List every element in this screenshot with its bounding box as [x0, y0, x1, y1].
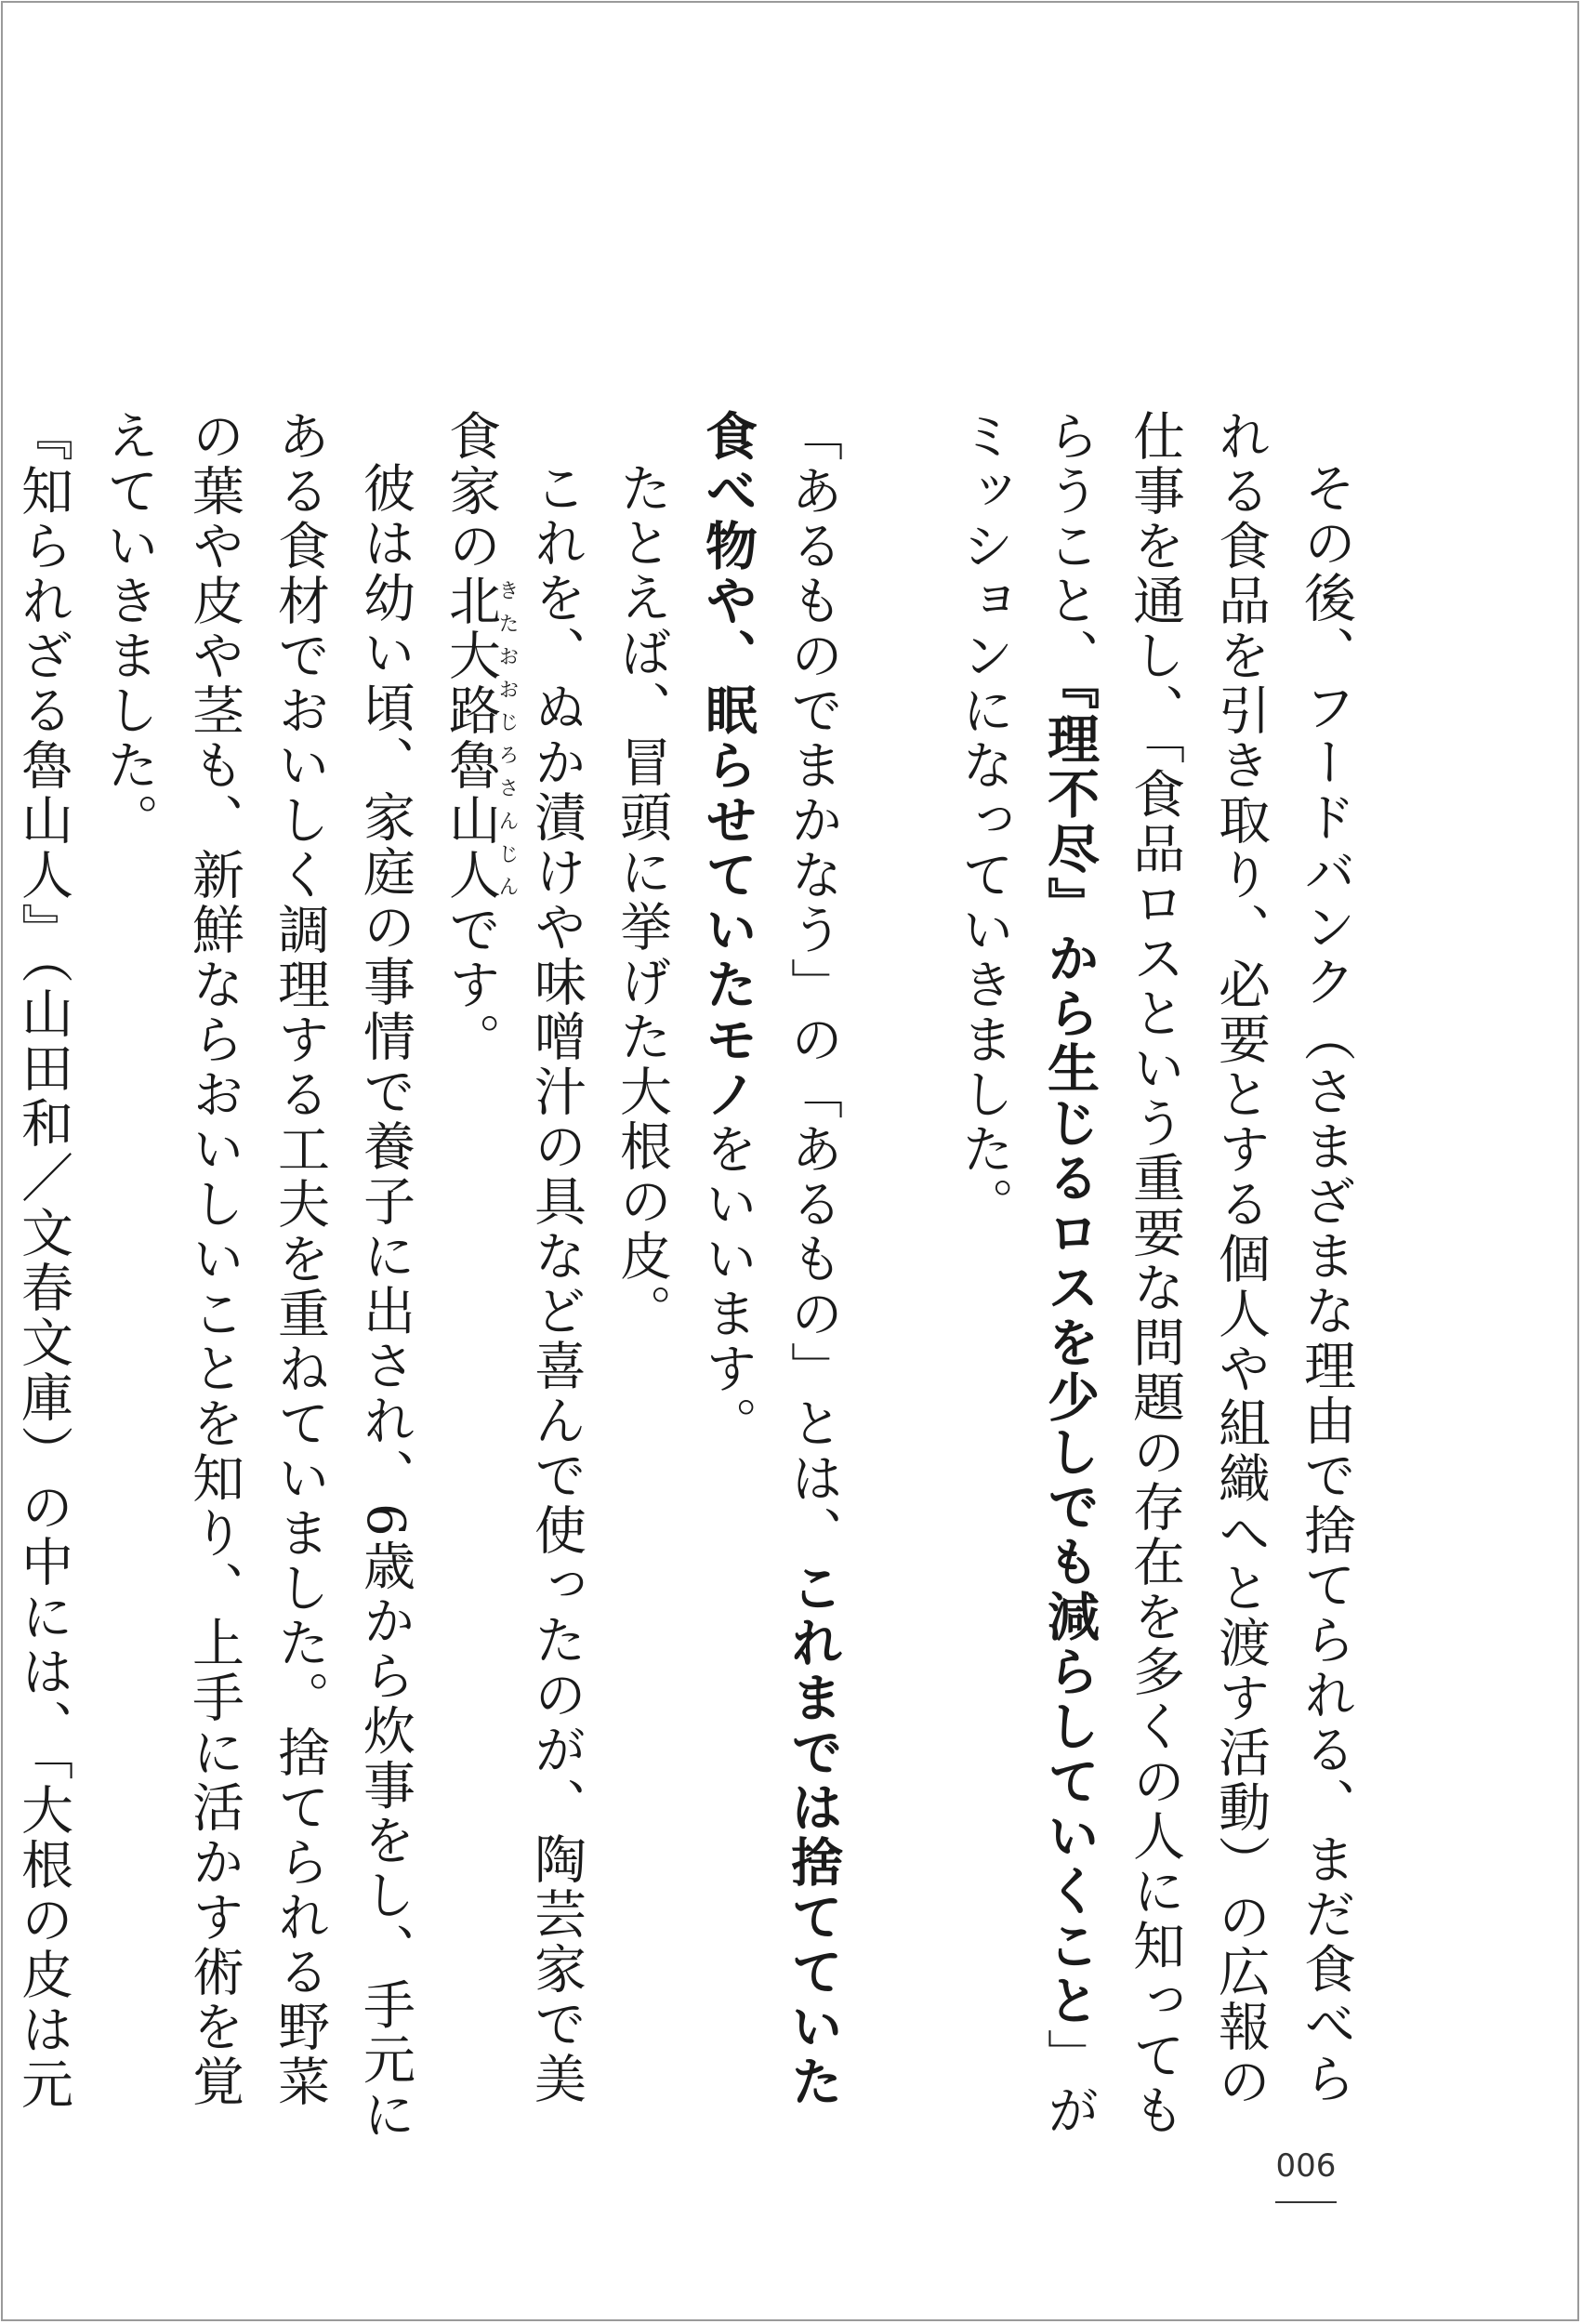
- paragraph-6-text: 『知られざる魯山人』（山田和／文春文庫）の中には、「大根の皮は元: [13, 409, 73, 2112]
- paragraph-2-lead: 「あるものでまかなう」の「あるもの」とは、: [783, 409, 843, 1561]
- paragraph-1-line-1: その後、フードバンク（さまざまな理由で捨てられる、まだ食べられる食品を引き取り、: [1210, 409, 1356, 2106]
- page-number: 006: [1275, 2147, 1337, 2185]
- paragraph-2: [684, 409, 855, 2157]
- paragraph-5-text: 彼は幼い頃、家庭の事情で養子に出され、6歳から炊事をし、手元にある食材でおいしく調理する工夫を重ねていました。捨てられる野菜の葉や皮や茎も、新鮮ならおいしいことを知り、上手に活かす術を覚えていきました。: [99, 409, 415, 2143]
- paragraph-4-tail: です。: [441, 903, 501, 1067]
- paragraph-gap: [855, 409, 941, 2157]
- paragraph-2-emphasis-a: これまでは捨てていた食べ物や、眠らせて: [697, 409, 843, 2109]
- paragraph-1-line-3: の存在を多くの人に知ってもらうこと、: [1039, 409, 1185, 2138]
- paragraph-3-text: たとえば、冒頭に挙げた大根の皮。: [612, 461, 672, 1339]
- paragraph-1-line-2: 必要とする個人や組織へと渡す活動）の広報の仕事を通し、「食品ロスという重要な問題: [1125, 409, 1271, 2109]
- ruby-reading: きたおおじろさんじん: [495, 574, 519, 903]
- ruby-kitaoji-rosanjin: [441, 574, 519, 903]
- paragraph-2-tail: をいいます。: [697, 1122, 758, 1451]
- paragraph-4-lead: これを、ぬか漬けや味噌汁の具など喜んで使ったのが、陶芸家で美食家の: [441, 409, 587, 2106]
- paragraph-1: [941, 409, 1368, 2157]
- paragraph-5: [86, 409, 428, 2157]
- body-text: [0, 409, 1368, 2157]
- paragraph-6: [0, 409, 86, 2157]
- paragraph-4: [428, 409, 599, 2157]
- paragraph-2-emphasis-b: いたモノ: [697, 903, 758, 1122]
- ruby-base: 北大路魯山人: [441, 574, 501, 903]
- paragraph-1-emphasis-a: 『理不尽』から生じるロスを少しでも減らしてい: [1039, 683, 1100, 1864]
- paragraph-1-tail: 」がミッションになっていきました。: [954, 409, 1100, 2138]
- paragraph-3: [599, 409, 684, 2157]
- page-number-rule: [1275, 2201, 1337, 2203]
- paragraph-1-emphasis-b: くこと: [1039, 1864, 1100, 2028]
